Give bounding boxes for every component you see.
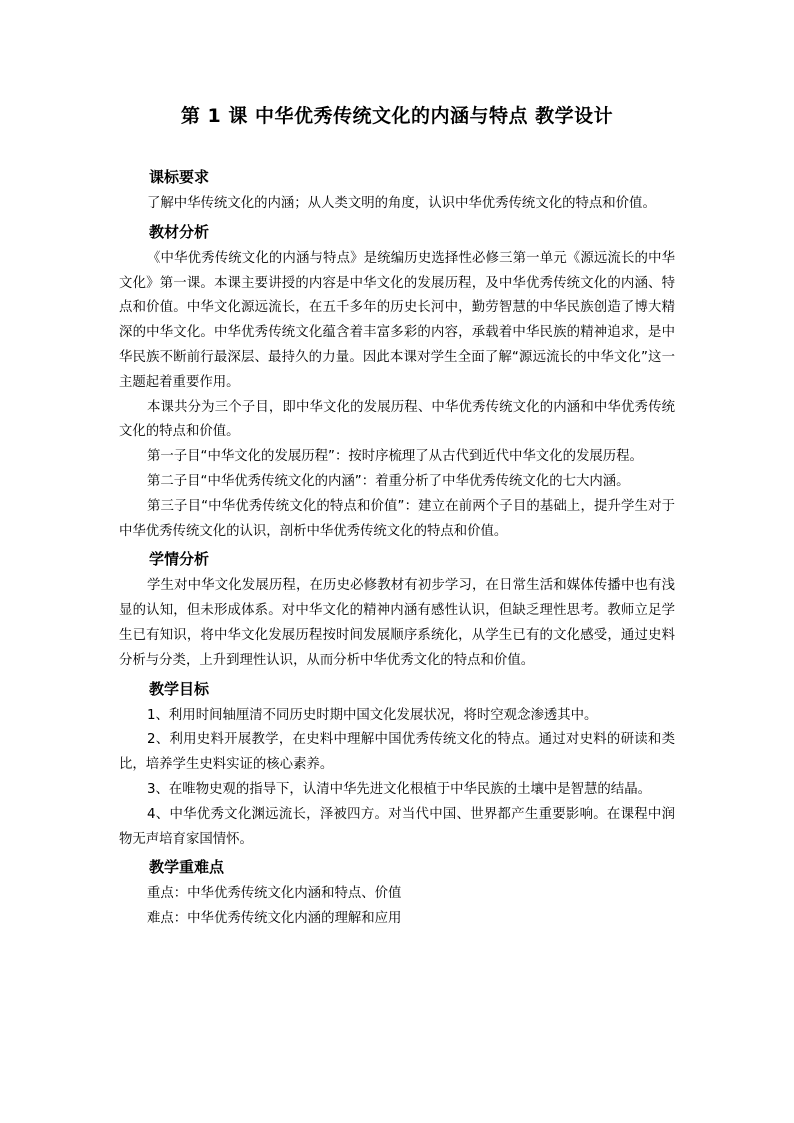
section-heading-keypoints: 教学重难点: [149, 858, 225, 877]
paragraph: 了解中华传统文化的内涵；从人类文明的角度，认识中华优秀传统文化的特点和价值。: [147, 196, 656, 211]
paragraph: 学生对中华文化发展历程，在历史必修教材有初步学习，在日常生活和媒体传播中也有浅显的认知，但未形成体系。对中华文化的精神内涵有感性认识，但缺乏理性思考。教师立足学生已有知识，将中华文化发展历程按时间发展顺序系统化，从学生已有的文化感受，通过史料分析与分类，上升到理性认识，从而分析中华优秀文化的特点和价值。: [119, 578, 675, 668]
section-heading-textbook: 教材分析: [149, 222, 210, 241]
paragraph: 《中华优秀传统文化的内涵与特点》是统编历史选择性必修三第一单元《源远流长的中华文化》第一课。本课主要讲授的内容是中华文化的发展历程，及中华优秀传统文化的内涵、特点和价值。中华文化源远流长，在五千多年的历史长河中，勤劳智慧的中华民族创造了博大精深的中华文化。中华优秀传统文化蕴含着丰富多彩的内容，承载着中华民族的精神追求，是中华民族不断前行最深层、最持久的力量。因此本课对学生全面了解“源远流长的中华文化”这一主题起着重要作用。: [119, 250, 675, 390]
paragraph: 第一子目“中华文化的发展历程”：按时序梳理了从古代到近代中华文化的发展历程。: [147, 449, 643, 465]
section-heading-goals: 教学目标: [149, 679, 210, 698]
paragraph: 本课共分为三个子目，即中华文化的发展历程、中华优秀传统文化的内涵和中华优秀传统文化的特点和价值。: [119, 399, 675, 440]
paragraph: 难点：中华优秀传统文化内涵的理解和应用: [147, 911, 402, 927]
paragraph: 第二子目“中华优秀传统文化的内涵”：着重分析了中华优秀传统文化的七大内涵。: [147, 473, 630, 489]
paragraph: 4、中华优秀文化渊远流长，泽被四方。对当代中国、世界都产生重要影响。在课程中润物无声培育家国情怀。: [119, 806, 675, 847]
paragraph: 2、利用史料开展教学，在史料中理解中国优秀传统文化的特点。通过对史料的研读和类比，培养学生史料实证的核心素养。: [119, 732, 675, 773]
document-body: [119, 162, 675, 932]
section-heading-curriculum: 课标要求: [149, 168, 210, 186]
paragraph: 1、利用时间轴厘清不同历史时期中国文化发展状况，将时空观念渗透其中。: [147, 707, 598, 723]
section-heading-students: 学情分析: [149, 550, 210, 569]
page-title: 第 1 课 中华优秀传统文化的内涵与特点 教学设计: [180, 105, 614, 127]
paragraph: 3、在唯物史观的指导下，认清中华先进文化根植于中华民族的土壤中是智慧的结晶。: [147, 781, 651, 797]
paragraph: 重点：中华优秀传统文化内涵和特点、价值: [147, 886, 402, 902]
paragraph: 第三子目“中华优秀传统文化的特点和价值”：建立在前两个子目的基础上，提升学生对于中华优秀传统文化的认识，剖析中华优秀传统文化的特点和价值。: [119, 498, 675, 539]
